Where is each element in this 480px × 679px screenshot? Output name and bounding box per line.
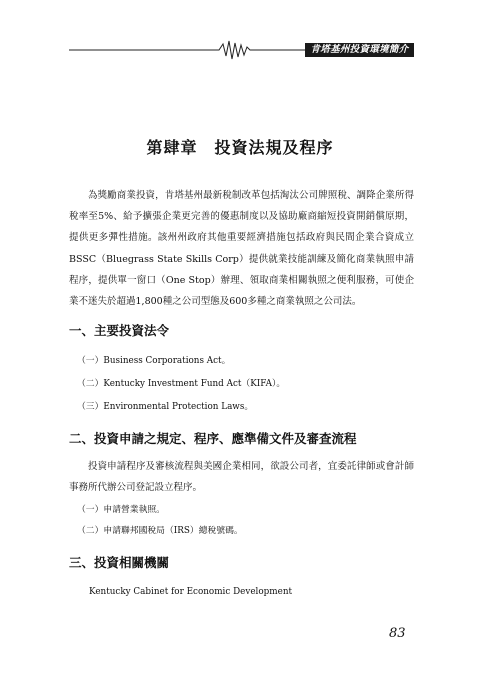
procedure-paragraph: 投資申請程序及審核流程與美國企業相同，欲設公司者，宜委託律師或會計師事務所代辦公司登記設立程序。 xyxy=(69,461,414,494)
list-item: （一）Business Corporations Act。 xyxy=(77,356,231,366)
section-heading-main-laws: 一、主要投資法令 xyxy=(69,323,170,338)
agency-name: Kentucky Cabinet for Economic Development xyxy=(89,587,293,597)
section-heading-application-procedures: 二、投資申請之規定、程序、應準備文件及審查流程 xyxy=(69,431,357,446)
heartbeat-line-icon xyxy=(69,38,309,64)
list-item: （二）Kentucky Investment Fund Act（KIFA）。 xyxy=(77,379,286,389)
page-number: 83 xyxy=(389,626,406,641)
list-item: （三）Environmental Protection Laws。 xyxy=(77,402,254,412)
chapter-title: 第肆章 投資法規及程序 xyxy=(146,137,334,157)
running-header xyxy=(69,38,414,64)
intro-paragraph: 為獎勵商業投資，肯塔基州最新稅制改革包括淘汰公司牌照稅、調降企業所得稅率至5%、給予擴張企業更完善的優惠制度以及協助廠商縮短投資開銷償原期，提供更多彈性措施。該州州政府其他重要經濟措施包括政府與民間企業合資成立BSSC（Bluegrass State Skills Corp）提供就業技能訓練及簡化商業執照申請程序，提供單一窗口（One Stop）辦理、領取商業相關執照之便利服務，可使企業不迷失於超過1,800種之公司型態及600多種之商業執照之公司法。 xyxy=(69,190,414,308)
header-title: 肯塔基州投資環境簡介 xyxy=(305,43,414,57)
list-item: （二）申請聯邦國稅局（IRS）總稅號碼。 xyxy=(77,526,243,536)
section-heading-related-agencies: 三、投資相關機關 xyxy=(69,555,170,570)
list-item: （一）申請營業執照。 xyxy=(77,505,165,515)
